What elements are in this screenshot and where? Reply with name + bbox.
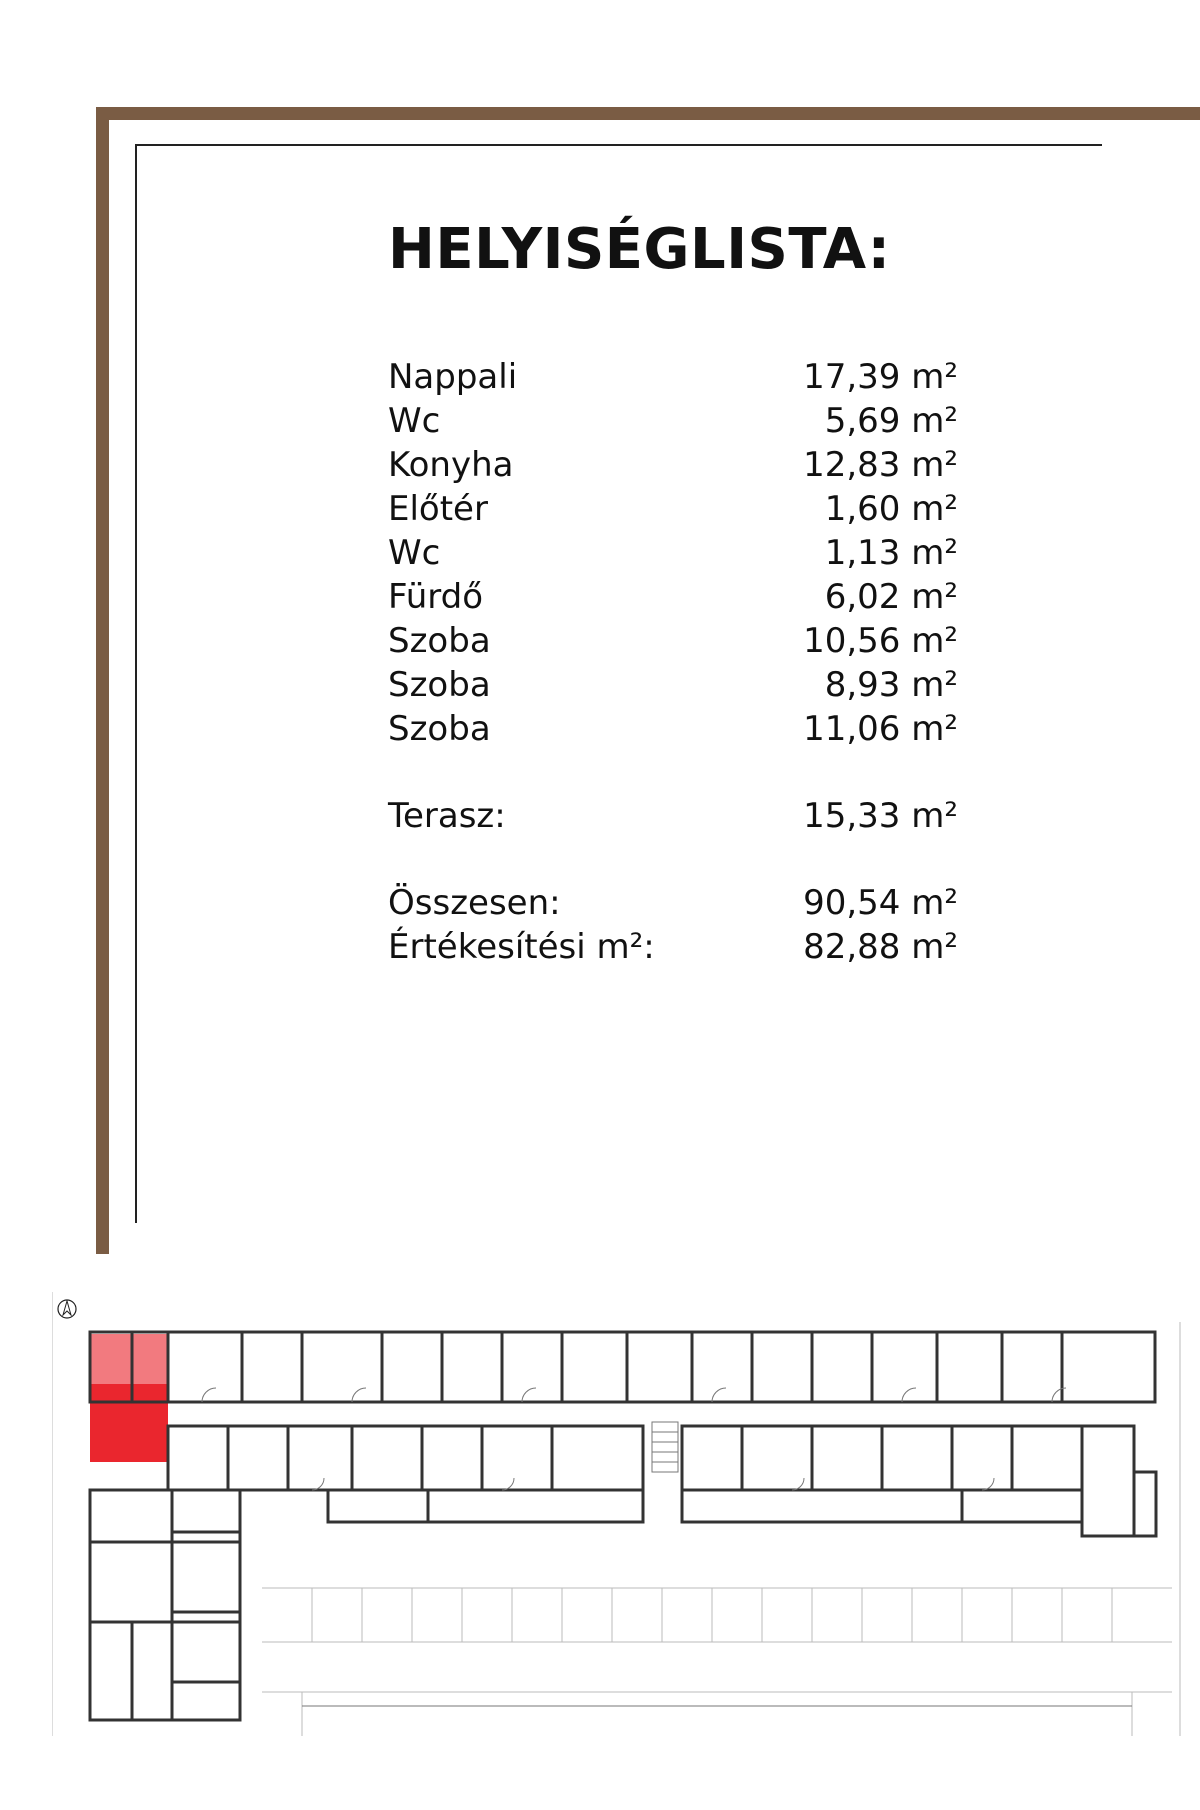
terrace-label: Terasz: xyxy=(388,796,506,836)
page-title: HELYISÉGLISTA: xyxy=(388,217,891,282)
total-row xyxy=(388,881,988,925)
terrace-row xyxy=(388,794,988,838)
room-area: 1,60 m² xyxy=(824,489,958,529)
total-label: Összesen: xyxy=(388,883,561,923)
room-row xyxy=(388,531,988,575)
room-name: Wc xyxy=(388,401,441,441)
room-area: 11,06 m² xyxy=(803,709,958,749)
inner-rule-left xyxy=(135,144,137,1223)
room-area: 6,02 m² xyxy=(824,577,958,617)
room-area: 10,56 m² xyxy=(803,621,958,661)
room-area: 12,83 m² xyxy=(803,445,958,485)
room-area: 5,69 m² xyxy=(824,401,958,441)
room-name: Szoba xyxy=(388,621,491,661)
room-row xyxy=(388,707,988,751)
floor-plan xyxy=(52,1292,1184,1736)
room-area: 17,39 m² xyxy=(803,357,958,397)
room-area: 1,13 m² xyxy=(824,533,958,573)
room-name: Nappali xyxy=(388,357,518,397)
sales-area-label: Értékesítési m²: xyxy=(388,927,655,967)
room-name: Szoba xyxy=(388,665,491,705)
total-area: 90,54 m² xyxy=(803,883,958,923)
room-row xyxy=(388,443,988,487)
room-row xyxy=(388,487,988,531)
room-name: Wc xyxy=(388,533,441,573)
room-name: Fürdő xyxy=(388,577,484,617)
room-name: Előtér xyxy=(388,489,488,529)
sales-area-value: 82,88 m² xyxy=(803,927,958,967)
room-name: Szoba xyxy=(388,709,491,749)
room-row xyxy=(388,619,988,663)
brown-frame-left xyxy=(96,107,109,1254)
brown-frame-top xyxy=(96,107,1200,120)
room-area: 8,93 m² xyxy=(824,665,958,705)
room-list xyxy=(388,355,988,969)
room-row xyxy=(388,663,988,707)
sales-area-row xyxy=(388,925,988,969)
room-name: Konyha xyxy=(388,445,514,485)
room-row xyxy=(388,399,988,443)
inner-rule-top xyxy=(135,144,1102,146)
terrace-area: 15,33 m² xyxy=(803,796,958,836)
room-row xyxy=(388,575,988,619)
room-row xyxy=(388,355,988,399)
